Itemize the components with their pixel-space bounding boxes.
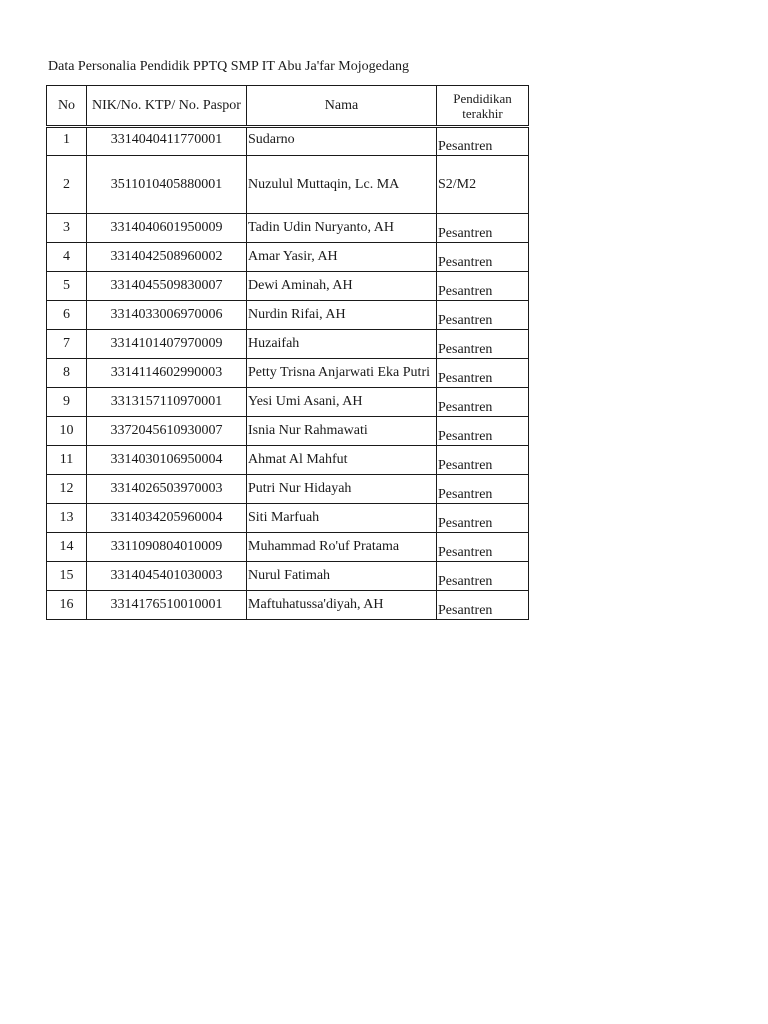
cell-nik: 3314045509830007: [87, 272, 247, 301]
cell-nik: 3314176510010001: [87, 591, 247, 620]
cell-nama: Huzaifah: [247, 330, 437, 359]
cell-no: 3: [47, 214, 87, 243]
table-row: [47, 156, 529, 214]
table-row: [47, 359, 529, 388]
cell-nama: Muhammad Ro'uf Pratama: [247, 533, 437, 562]
cell-nama: Isnia Nur Rahmawati: [247, 417, 437, 446]
cell-no: 11: [47, 446, 87, 475]
cell-nik: 3314040411770001: [87, 127, 247, 156]
cell-nik: 3314040601950009: [87, 214, 247, 243]
cell-pendidikan: Pesantren: [437, 475, 529, 504]
cell-pendidikan: Pesantren: [437, 214, 529, 243]
cell-no: 12: [47, 475, 87, 504]
table-row: [47, 533, 529, 562]
table-row: [47, 243, 529, 272]
cell-nik: 3314101407970009: [87, 330, 247, 359]
cell-no: 2: [47, 156, 87, 214]
cell-pendidikan: Pesantren: [437, 446, 529, 475]
cell-no: 8: [47, 359, 87, 388]
cell-no: 6: [47, 301, 87, 330]
cell-nama: Siti Marfuah: [247, 504, 437, 533]
cell-no: 7: [47, 330, 87, 359]
cell-nik: 3311090804010009: [87, 533, 247, 562]
cell-no: 10: [47, 417, 87, 446]
cell-pendidikan: S2/M2: [437, 156, 529, 214]
table-row: [47, 475, 529, 504]
cell-nik: 3314033006970006: [87, 301, 247, 330]
cell-pendidikan: Pesantren: [437, 591, 529, 620]
header-nama: Nama: [247, 86, 437, 127]
cell-no: 14: [47, 533, 87, 562]
table-row: [47, 272, 529, 301]
cell-pendidikan: Pesantren: [437, 301, 529, 330]
cell-pendidikan: Pesantren: [437, 417, 529, 446]
header-no: No: [47, 86, 87, 127]
cell-no: 15: [47, 562, 87, 591]
personnel-table: [46, 85, 529, 620]
cell-nama: Yesi Umi Asani, AH: [247, 388, 437, 417]
cell-no: 16: [47, 591, 87, 620]
table-header-row: [47, 86, 529, 127]
document-title: Data Personalia Pendidik PPTQ SMP IT Abu Ja'far Mojogedang: [48, 59, 410, 74]
cell-nik: 3314045401030003: [87, 562, 247, 591]
table-row: [47, 446, 529, 475]
cell-pendidikan: Pesantren: [437, 243, 529, 272]
cell-pendidikan: Pesantren: [437, 562, 529, 591]
cell-nama: Putri Nur Hidayah: [247, 475, 437, 504]
cell-nama: Maftuhatussa'diyah, AH: [247, 591, 437, 620]
cell-no: 1: [47, 127, 87, 156]
table-row: [47, 301, 529, 330]
cell-nama: Nurul Fatimah: [247, 562, 437, 591]
cell-pendidikan: Pesantren: [437, 388, 529, 417]
cell-nik: 3314030106950004: [87, 446, 247, 475]
cell-pendidikan: Pesantren: [437, 504, 529, 533]
table-row: [47, 504, 529, 533]
cell-no: 9: [47, 388, 87, 417]
table-row: [47, 127, 529, 156]
cell-no: 4: [47, 243, 87, 272]
cell-nama: Sudarno: [247, 127, 437, 156]
cell-pendidikan: Pesantren: [437, 330, 529, 359]
cell-nik: 3372045610930007: [87, 417, 247, 446]
header-nik: NIK/No. KTP/ No. Paspor: [87, 86, 247, 127]
cell-nik: 3314114602990003: [87, 359, 247, 388]
table-body: [47, 127, 529, 620]
cell-nik: 3314034205960004: [87, 504, 247, 533]
table-row: [47, 591, 529, 620]
cell-no: 5: [47, 272, 87, 301]
cell-nama: Tadin Udin Nuryanto, AH: [247, 214, 437, 243]
cell-nama: Petty Trisna Anjarwati Eka Putri: [247, 359, 437, 388]
cell-nama: Amar Yasir, AH: [247, 243, 437, 272]
cell-pendidikan: Pesantren: [437, 272, 529, 301]
table-row: [47, 330, 529, 359]
header-pendidikan: Pendidikan terakhir: [437, 86, 529, 127]
cell-nama: Ahmat Al Mahfut: [247, 446, 437, 475]
cell-nik: 3511010405880001: [87, 156, 247, 214]
table-row: [47, 388, 529, 417]
cell-nama: Dewi Aminah, AH: [247, 272, 437, 301]
cell-nik: 3314042508960002: [87, 243, 247, 272]
cell-nik: 3313157110970001: [87, 388, 247, 417]
table-row: [47, 214, 529, 243]
cell-pendidikan: Pesantren: [437, 127, 529, 156]
table-row: [47, 417, 529, 446]
cell-nama: Nuzulul Muttaqin, Lc. MA: [247, 156, 437, 214]
cell-pendidikan: Pesantren: [437, 533, 529, 562]
cell-nik: 3314026503970003: [87, 475, 247, 504]
cell-pendidikan: Pesantren: [437, 359, 529, 388]
table-row: [47, 562, 529, 591]
cell-nama: Nurdin Rifai, AH: [247, 301, 437, 330]
cell-no: 13: [47, 504, 87, 533]
